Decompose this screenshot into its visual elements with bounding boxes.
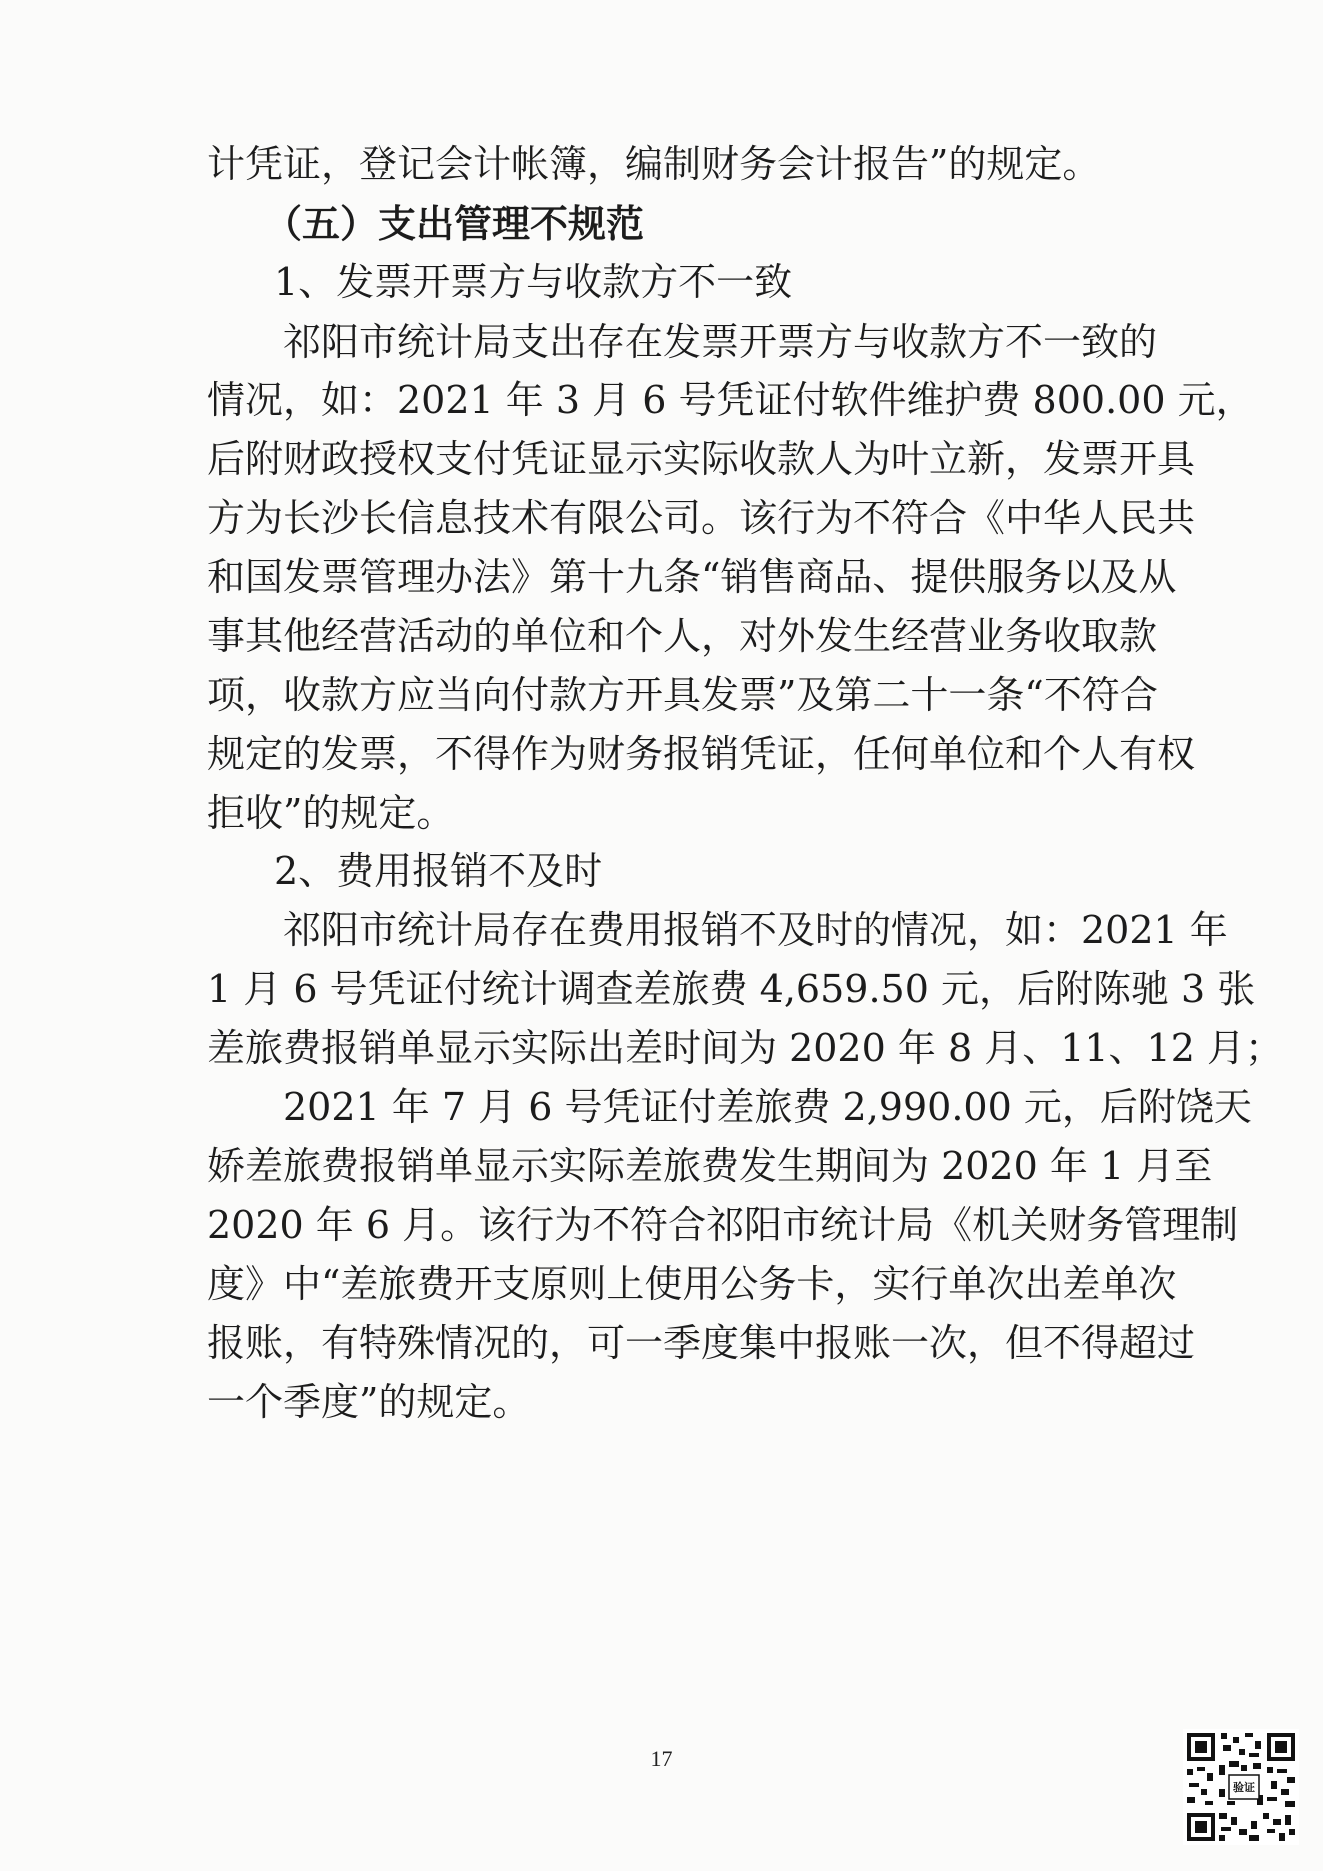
paragraph-line: 度》中“差旅费开支原则上使用公务卡，实行单次出差单次 [207,1262,1177,1306]
paragraph-line: 拒收”的规定。 [207,791,455,835]
paragraph-line: 祁阳市统计局支出存在发票开票方与收款方不一致的 [283,320,1158,364]
paragraph-line: 娇差旅费报销单显示实际差旅费发生期间为 2020 年 1 月至 [207,1144,1213,1188]
subsection-heading: 1、发票开票方与收款方不一致 [274,260,793,304]
paragraph-line: 项，收款方应当向付款方开具发票”及第二十一条“不符合 [207,673,1158,717]
subsection-heading: 2、费用报销不及时 [274,849,603,893]
paragraph-line: 情况，如：2021 年 3 月 6 号凭证付软件维护费 800.00 元， [207,378,1254,422]
paragraph-line: 后附财政授权支付凭证显示实际收款人为叶立新，发票开具 [207,437,1196,481]
page-number: 17 [650,1746,673,1771]
paragraph-line: 规定的发票，不得作为财务报销凭证，任何单位和个人有权 [207,732,1196,776]
qr-label: 验证 [1233,1781,1255,1794]
paragraph-line: 一个季度”的规定。 [207,1380,531,1424]
paragraph-line: 事其他经营活动的单位和个人，对外发生经营业务收取款 [207,614,1158,658]
section-heading: （五）支出管理不规范 [264,202,645,246]
paragraph-line: 2021 年 7 月 6 号凭证付差旅费 2,990.00 元，后附饶天 [283,1085,1252,1129]
paragraph-line: 报账，有特殊情况的，可一季度集中报账一次，但不得超过 [207,1321,1196,1365]
paragraph-line: 计凭证，登记会计帐簿，编制财务会计报告”的规定。 [207,142,1101,186]
verification-qr-code[interactable] [1183,1729,1299,1845]
paragraph-line: 1 月 6 号凭证付统计调查差旅费 4,659.50 元，后附陈驰 3 张 [207,967,1256,1011]
paragraph-line: 方为长沙长信息技术有限公司。该行为不符合《中华人民共 [207,496,1196,540]
paragraph-line: 和国发票管理办法》第十九条“销售商品、提供服务以及从 [207,555,1177,599]
paragraph-line: 差旅费报销单显示实际出差时间为 2020 年 8 月、11、12 月； [207,1026,1283,1070]
paragraph-line: 2020 年 6 月。该行为不符合祁阳市统计局《机关财务管理制 [207,1203,1239,1247]
paragraph-line: 祁阳市统计局存在费用报销不及时的情况，如：2021 年 [283,908,1228,952]
